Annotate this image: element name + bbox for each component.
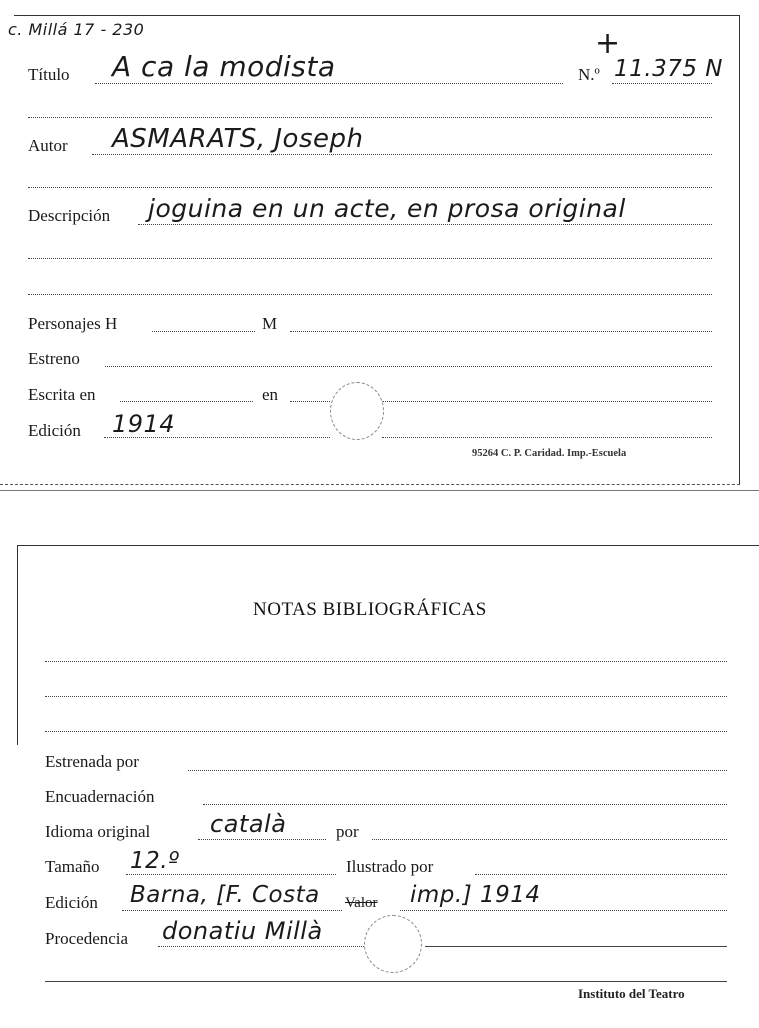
numero-value: 11.375 N (614, 56, 723, 82)
card-top-border (14, 15, 739, 16)
idioma-line (198, 839, 326, 840)
descripcion-label: Descripción (28, 206, 111, 225)
en-line-2 (382, 401, 712, 402)
titulo-value: A ca la modista (112, 50, 336, 83)
procedencia-line-1 (158, 946, 364, 947)
descripcion-line (138, 224, 712, 225)
tamano-line (126, 874, 336, 875)
blank-line-4 (28, 294, 712, 295)
blank-line-2 (28, 187, 712, 188)
edicion-line-2 (382, 437, 712, 438)
en-line-1 (290, 401, 330, 402)
estrenada-line (188, 770, 727, 771)
por-label: por (336, 822, 359, 841)
numero-line (612, 83, 712, 84)
escrita-line (120, 401, 253, 402)
cross-mark: + (595, 26, 621, 61)
edicion2-label: Edición (45, 893, 98, 912)
notes-bottom-line (45, 981, 727, 982)
titulo-line (95, 83, 563, 84)
valor-label: Valor (345, 895, 378, 911)
punch-hole (330, 382, 384, 440)
edicion2-line-2 (400, 910, 727, 911)
procedencia-line-2 (425, 946, 727, 947)
tamano-value: 12.º (130, 848, 180, 874)
notes-card-top-border (17, 545, 759, 546)
personajes-h-line (152, 331, 255, 332)
blank-line-3 (28, 258, 712, 259)
notes-line-2 (45, 696, 727, 697)
por-line (372, 839, 727, 840)
titulo-label: Título (28, 65, 70, 84)
ilustrado-label: Ilustrado por (346, 857, 434, 876)
card-bottom-border (0, 484, 740, 485)
procedencia-value: donatiu Millà (162, 917, 323, 945)
edicion2-line-1 (122, 910, 342, 911)
edicion-value: 1914 (112, 410, 176, 438)
edicion2-value-2: imp.] 1914 (410, 882, 541, 908)
encuadernacion-label: Encuadernación (45, 787, 155, 806)
autor-line (92, 154, 712, 155)
card-right-border (739, 15, 740, 485)
en-label: en (262, 385, 279, 404)
autor-label: Autor (28, 136, 68, 155)
estreno-label: Estreno (28, 349, 80, 368)
personajes-label: Personajes H (28, 314, 118, 333)
numero-label: N.º (578, 65, 600, 84)
m-label: M (262, 314, 278, 333)
notes-heading: NOTAS BIBLIOGRÁFICAS (253, 599, 487, 620)
encuadernacion-line (203, 804, 727, 805)
punch-hole-2 (364, 915, 422, 973)
escrita-label: Escrita en (28, 385, 96, 404)
idioma-label: Idioma original (45, 822, 151, 841)
notes-line-1 (45, 661, 727, 662)
edicion-label: Edición (28, 421, 81, 440)
estreno-line (105, 366, 712, 367)
personajes-m-line (290, 331, 712, 332)
autor-value: ASMARATS, Joseph (112, 124, 364, 154)
card-bottom-border-2 (0, 490, 759, 491)
edicion2-value: Barna, [F. Costa (130, 882, 320, 908)
corner-note: c. Millá 17 - 230 (8, 20, 145, 39)
blank-line-1 (28, 117, 712, 118)
tamano-label: Tamaño (45, 857, 100, 876)
estrenada-label: Estrenada por (45, 752, 139, 771)
descripcion-value: joguina en un acte, en prosa original (148, 194, 626, 223)
procedencia-label: Procedencia (45, 929, 129, 948)
institution-footer: Instituto del Teatro (578, 986, 685, 1001)
printer-imprint: 95264 C. P. Caridad. Imp.-Escuela (472, 448, 627, 459)
ilustrado-line (475, 874, 727, 875)
notes-card-left-border (17, 545, 18, 745)
notes-line-3 (45, 731, 727, 732)
idioma-value: català (210, 810, 287, 838)
